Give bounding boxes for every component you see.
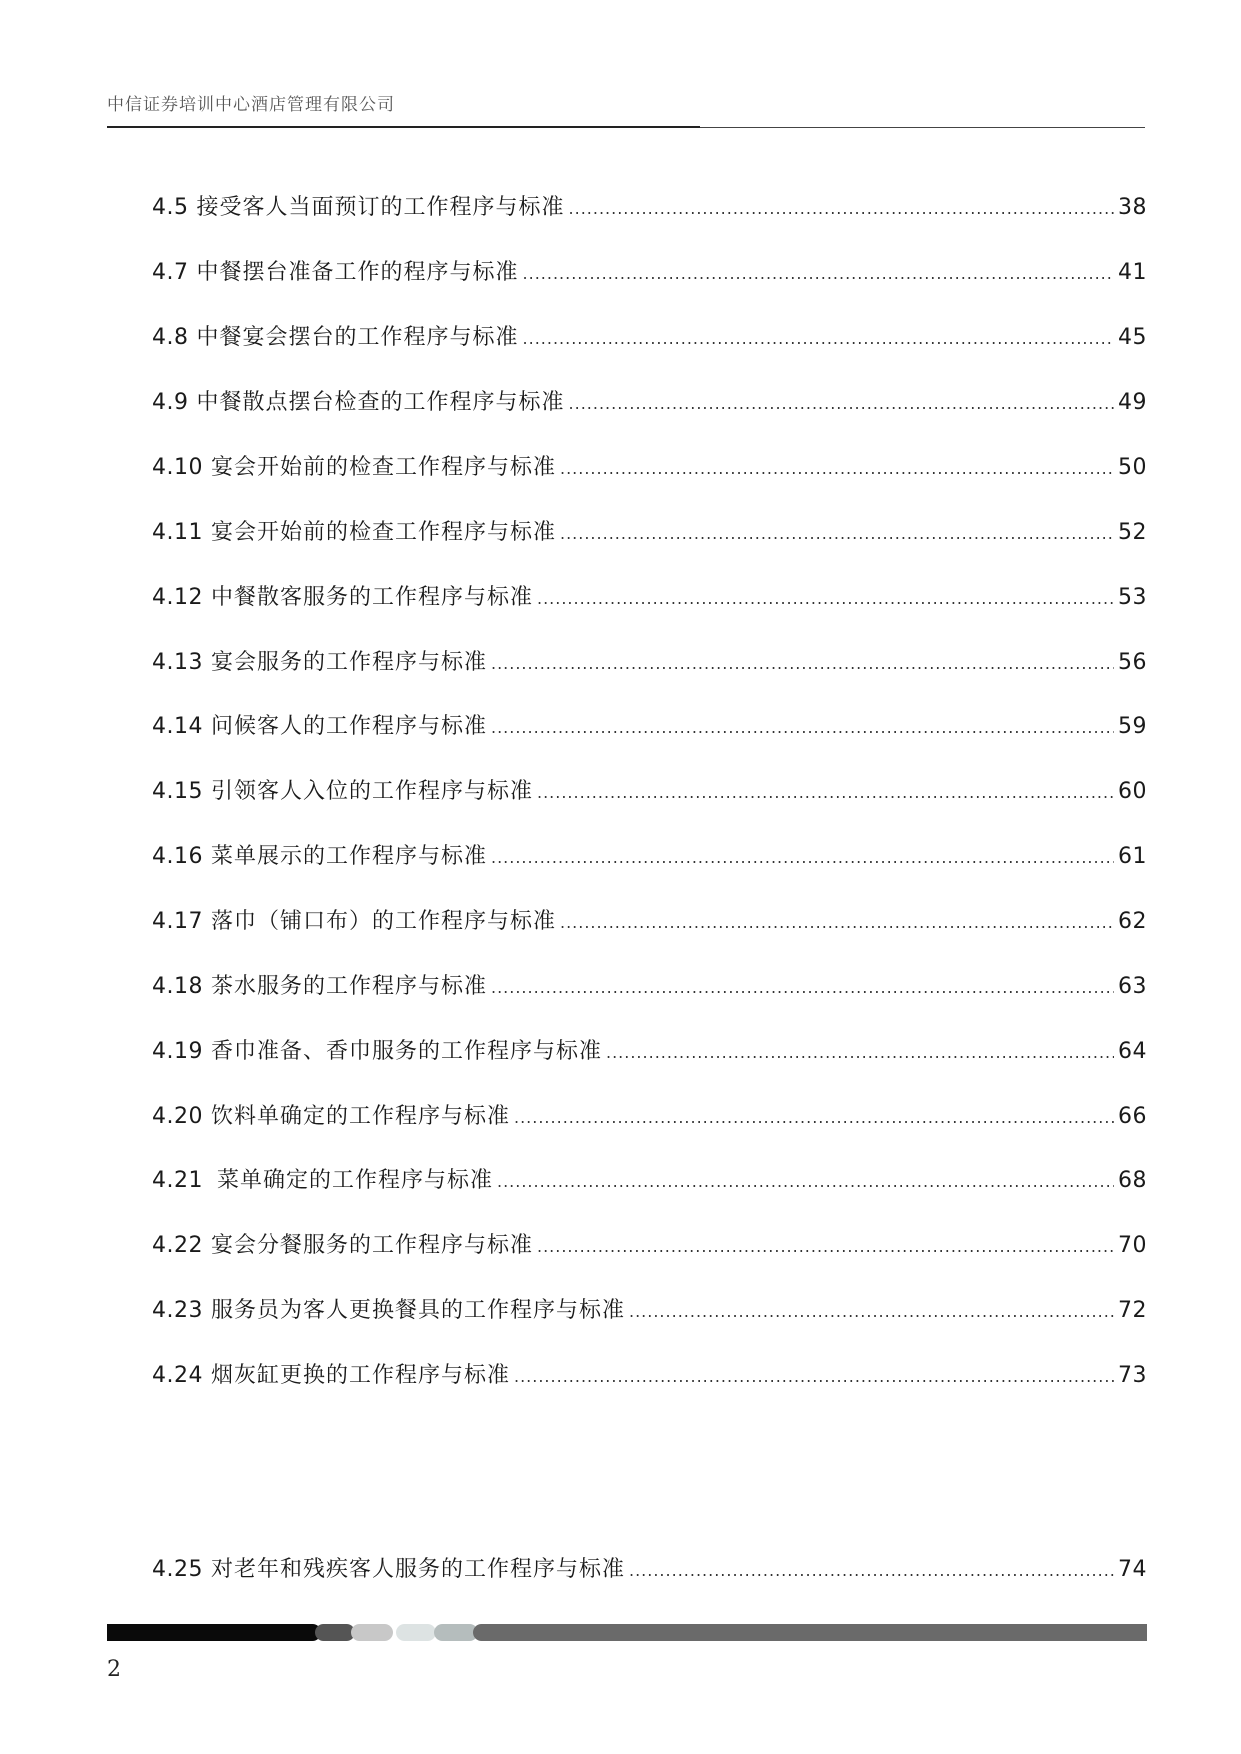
- toc-entry-page: 73: [1118, 1363, 1147, 1388]
- toc-entry-title: 中餐散点摆台检查的工作程序与标准: [196, 390, 565, 415]
- toc-entry-page: 64: [1118, 1039, 1147, 1064]
- toc-entry[interactable]: [152, 907, 1147, 938]
- toc-entry-title: 引领客人入位的工作程序与标准: [210, 779, 533, 804]
- toc-entry-page: 74: [1118, 1557, 1147, 1582]
- toc-entry-number: 4.21: [152, 1168, 203, 1193]
- toc-entry-title: 菜单展示的工作程序与标准: [210, 844, 487, 869]
- toc-entry-page: 49: [1118, 390, 1147, 415]
- toc-entry[interactable]: [152, 712, 1147, 743]
- toc-entry-number: 4.22: [152, 1233, 203, 1258]
- toc-entry-page: 60: [1118, 779, 1147, 804]
- toc-entry[interactable]: [152, 972, 1147, 1003]
- toc-entry[interactable]: [152, 1166, 1147, 1197]
- toc-entry-title: 接受客人当面预订的工作程序与标准: [196, 195, 565, 220]
- toc-leader-dots: [537, 1232, 1114, 1262]
- toc-entry[interactable]: [152, 258, 1147, 289]
- toc-entry-number: 4.18: [152, 974, 203, 999]
- toc-entry-number: 4.17: [152, 909, 203, 934]
- toc-leader-dots: [560, 908, 1114, 938]
- toc-entry-page: 72: [1118, 1298, 1147, 1323]
- toc-entry-number: 4.9: [152, 390, 189, 415]
- toc-entry-title: 茶水服务的工作程序与标准: [210, 974, 487, 999]
- toc-entry-number: 4.8: [152, 325, 189, 350]
- toc-entry-page: 68: [1118, 1168, 1147, 1193]
- toc-entry-number: 4.11: [152, 520, 203, 545]
- toc-entry-page: 38: [1118, 195, 1147, 220]
- toc-leader-dots: [629, 1297, 1114, 1327]
- toc-entry[interactable]: [152, 1296, 1147, 1327]
- toc-entry-title: 落巾（铺口布）的工作程序与标准: [210, 909, 556, 934]
- toc-leader-dots: [514, 1103, 1114, 1133]
- footer-bar-dark-segment: [315, 1624, 355, 1641]
- toc-entry[interactable]: [152, 518, 1147, 549]
- toc-entry-number: 4.14: [152, 714, 203, 739]
- footer-bar-mid-segment: [434, 1624, 478, 1641]
- page-number: 2: [107, 1657, 121, 1682]
- toc-entry-page: 59: [1118, 714, 1147, 739]
- toc-entry-title: 中餐宴会摆台的工作程序与标准: [196, 325, 519, 350]
- footer-bar-gray-segment: [473, 1624, 1147, 1641]
- toc-leader-dots: [523, 324, 1114, 354]
- toc-entry-page: 66: [1118, 1104, 1147, 1129]
- toc-entry-number: 4.12: [152, 585, 203, 610]
- toc-leader-dots: [569, 194, 1114, 224]
- toc-entry[interactable]: [152, 1037, 1147, 1068]
- toc-entry-number: 4.16: [152, 844, 203, 869]
- header-rule-thin: [700, 127, 1145, 128]
- toc-entry-title: 中餐散客服务的工作程序与标准: [210, 585, 533, 610]
- toc-entry-number: 4.20: [152, 1104, 203, 1129]
- toc-leader-dots: [606, 1038, 1114, 1068]
- toc-entry-title: 问候客人的工作程序与标准: [210, 714, 487, 739]
- toc-leader-dots: [491, 843, 1114, 873]
- toc-entry[interactable]: [152, 193, 1147, 224]
- toc-entry[interactable]: [152, 583, 1147, 614]
- toc-entry-number: 4.25: [152, 1557, 203, 1582]
- toc-leader-dots: [629, 1556, 1114, 1586]
- footer-decorative-bar: [107, 1624, 1147, 1641]
- footer-bar-pale-segment: [396, 1624, 436, 1641]
- toc-leader-dots: [537, 778, 1114, 808]
- toc-entry-page: 53: [1118, 585, 1147, 610]
- toc-entry[interactable]: [152, 388, 1147, 419]
- toc-entry-title: 香巾准备、香巾服务的工作程序与标准: [210, 1039, 602, 1064]
- toc-entry-number: 4.7: [152, 260, 189, 285]
- toc-entry-title: 饮料单确定的工作程序与标准: [210, 1104, 510, 1129]
- toc-entry-page: 41: [1118, 260, 1147, 285]
- toc-entry-number: 4.24: [152, 1363, 203, 1388]
- toc-leader-dots: [497, 1167, 1114, 1197]
- toc-entry[interactable]: [152, 1555, 1147, 1586]
- toc-entry[interactable]: [152, 777, 1147, 808]
- toc-entry-number: 4.10: [152, 455, 203, 480]
- header-company-name: 中信证券培训中心酒店管理有限公司: [107, 95, 395, 115]
- toc-leader-dots: [523, 259, 1114, 289]
- toc-entry-page: 56: [1118, 650, 1147, 675]
- toc-leader-dots: [537, 584, 1114, 614]
- toc-entry-page: 70: [1118, 1233, 1147, 1258]
- toc-entry[interactable]: [152, 1102, 1147, 1133]
- toc-entry-page: 62: [1118, 909, 1147, 934]
- toc-entry-title: 菜单确定的工作程序与标准: [216, 1168, 493, 1193]
- toc-entry-title: 宴会服务的工作程序与标准: [210, 650, 487, 675]
- toc-entry-page: 52: [1118, 520, 1147, 545]
- toc-leader-dots: [569, 389, 1114, 419]
- toc-entry-page: 50: [1118, 455, 1147, 480]
- toc-leader-dots: [491, 973, 1114, 1003]
- toc-entry[interactable]: [152, 842, 1147, 873]
- toc-entry-title: 烟灰缸更换的工作程序与标准: [210, 1363, 510, 1388]
- toc-entry[interactable]: [152, 1361, 1147, 1392]
- toc-leader-dots: [491, 649, 1114, 679]
- header-rule-thick: [107, 126, 700, 128]
- toc-entry[interactable]: [152, 648, 1147, 679]
- toc-entry-page: 63: [1118, 974, 1147, 999]
- toc-entry[interactable]: [152, 453, 1147, 484]
- toc-entry-title: 中餐摆台准备工作的程序与标准: [196, 260, 519, 285]
- toc-leader-dots: [560, 454, 1114, 484]
- toc-entry-title: 宴会开始前的检查工作程序与标准: [210, 455, 556, 480]
- toc-entry-number: 4.13: [152, 650, 203, 675]
- toc-entry-page: 61: [1118, 844, 1147, 869]
- toc-entry-number: 4.23: [152, 1298, 203, 1323]
- toc-entry-title: 服务员为客人更换餐具的工作程序与标准: [210, 1298, 625, 1323]
- toc-entry-number: 4.5: [152, 195, 189, 220]
- toc-entry[interactable]: [152, 323, 1147, 354]
- toc-entry-number: 4.19: [152, 1039, 203, 1064]
- footer-bar-light-segment: [351, 1624, 393, 1641]
- toc-entry-number: 4.15: [152, 779, 203, 804]
- toc-entry-title: 宴会开始前的检查工作程序与标准: [210, 520, 556, 545]
- toc-leader-dots: [514, 1362, 1114, 1392]
- toc-leader-dots: [560, 519, 1114, 549]
- toc-entry-title: 对老年和残疾客人服务的工作程序与标准: [210, 1557, 625, 1582]
- toc-entry-page: 45: [1118, 325, 1147, 350]
- toc-entry[interactable]: [152, 1231, 1147, 1262]
- toc-leader-dots: [491, 713, 1114, 743]
- toc-entry-title: 宴会分餐服务的工作程序与标准: [210, 1233, 533, 1258]
- footer-bar-black-segment: [107, 1624, 321, 1641]
